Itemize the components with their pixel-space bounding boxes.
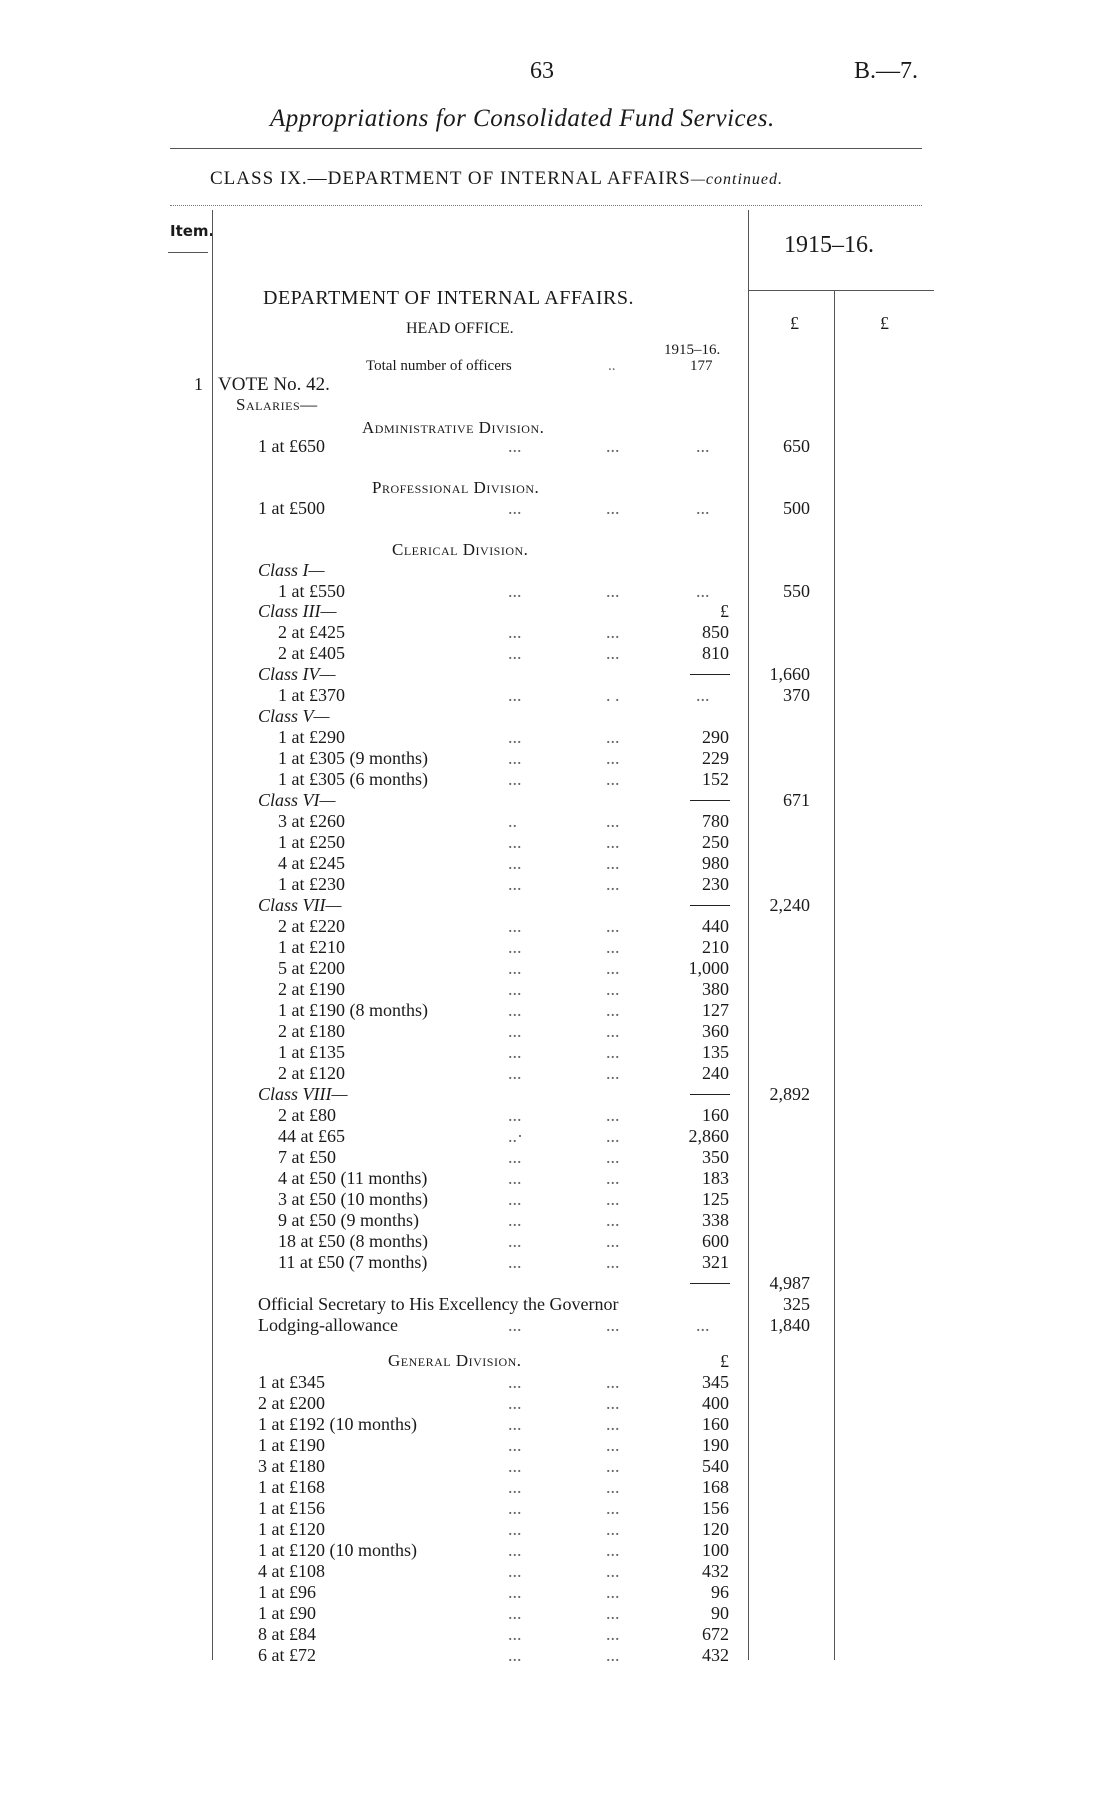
row-amount: 210 (702, 937, 729, 957)
row-label: 3 at £180 (258, 1456, 325, 1476)
row-amount: 432 (702, 1561, 729, 1581)
salary-row: 2 at £425 ... ... 850 (278, 622, 729, 642)
row-label: 1 at £345 (258, 1372, 325, 1392)
row-amount: 360 (702, 1021, 729, 1041)
row-label: 1 at £650 (258, 436, 325, 456)
row-total: 2,240 (769, 895, 810, 915)
item-column-header: Item. (170, 222, 215, 240)
allowance-row: Lodging-allowance ... ... ... 1,840 (258, 1315, 810, 1335)
pound-column-1: £ (790, 313, 799, 333)
year-column-header: 1915–16. (784, 232, 874, 258)
salary-row: 1 at £90 ... ... 90 (258, 1603, 729, 1623)
salary-row: 2 at £220 ... ... 440 (278, 916, 729, 936)
salary-row: 1 at £192 (10 months) ... ... 160 (258, 1414, 729, 1434)
row-total: 671 (783, 790, 810, 810)
row-label: 6 at £72 (258, 1645, 316, 1665)
row-label: 8 at £84 (258, 1624, 316, 1644)
salary-row: 1 at £96 ... ... 96 (258, 1582, 729, 1602)
row-total: 650 (783, 436, 810, 456)
row-label: Class V— (258, 706, 330, 726)
professional-division-heading: Professional Division. (372, 478, 540, 497)
salary-row: 1 at £135 ... ... 135 (278, 1042, 729, 1062)
row-label: 2 at £180 (278, 1021, 345, 1041)
row-label: 1 at £156 (258, 1498, 325, 1518)
row-amount: 400 (702, 1393, 729, 1413)
row-amount: 810 (702, 643, 729, 663)
salary-row: 1 at £550 ... ... ... 550 (278, 581, 810, 601)
class-heading-row (0, 664, 1114, 684)
row-label: 1 at £96 (258, 1582, 316, 1602)
salary-row: 2 at £80 ... ... 160 (278, 1105, 729, 1125)
salary-row: 1 at £210 ... ... 210 (278, 937, 729, 957)
salary-row: 4 at £108 ... ... 432 (258, 1561, 729, 1581)
row-label: 9 at £50 (9 months) (278, 1210, 419, 1230)
row-label: 7 at £50 (278, 1147, 336, 1167)
row-amount: 240 (702, 1063, 729, 1083)
page-title: Appropriations for Consolidated Fund Services. (270, 105, 775, 132)
row-amount: 152 (702, 769, 729, 789)
row-label: 1 at £550 (278, 581, 345, 601)
row-amount: 432 (702, 1645, 729, 1665)
salary-row: 2 at £180 ... ... 360 (278, 1021, 729, 1041)
row-label: 18 at £50 (8 months) (278, 1231, 428, 1251)
year-header-rule (748, 290, 934, 291)
officers-label: Total number of officers (366, 358, 512, 374)
row-label: 2 at £120 (278, 1063, 345, 1083)
salary-row: 2 at £190 ... ... 380 (278, 979, 729, 999)
row-label: 1 at £305 (9 months) (278, 748, 428, 768)
row-label: 11 at £50 (7 months) (278, 1252, 428, 1272)
salary-row: 44 at £65 ..· ... 2,860 (278, 1126, 729, 1146)
class-total-row (0, 1273, 1114, 1293)
officers-dots: .. (608, 358, 616, 374)
row-total: 4,987 (769, 1273, 810, 1293)
row-label: 2 at £190 (278, 979, 345, 999)
row-label: 2 at £200 (258, 1393, 325, 1413)
page-number: 63 (530, 58, 554, 84)
row-amount: 190 (702, 1435, 729, 1455)
row-label: Lodging-allowance (258, 1315, 398, 1335)
row-label: 1 at £90 (258, 1603, 316, 1623)
row-label: 44 at £65 (278, 1126, 345, 1146)
salary-row: 3 at £260 .. ... 780 (278, 811, 729, 831)
row-amount: 600 (702, 1231, 729, 1251)
row-label: 5 at £200 (278, 958, 345, 978)
row-amount: 90 (711, 1603, 729, 1623)
row-total: 1,660 (769, 664, 810, 684)
row-amount: 780 (702, 811, 729, 831)
salary-row: 9 at £50 (9 months) ... ... 338 (278, 1210, 729, 1230)
row-label: 1 at £135 (278, 1042, 345, 1062)
salary-row: 4 at £245 ... ... 980 (278, 853, 729, 873)
clerical-division-heading: Clerical Division. (392, 540, 529, 559)
row-label: Class VI— (258, 790, 336, 810)
row-amount: 229 (702, 748, 729, 768)
row-amount: 540 (702, 1456, 729, 1476)
row-label: 3 at £50 (10 months) (278, 1189, 428, 1209)
row-label: 1 at £120 (10 months) (258, 1540, 417, 1560)
row-label: 3 at £260 (278, 811, 345, 831)
row-label: 2 at £425 (278, 622, 345, 642)
row-label: 1 at £500 (258, 498, 325, 518)
salary-row: 1 at £290 ... ... 290 (278, 727, 729, 747)
salary-row: 1 at £370 ... . . ... 370 (278, 685, 810, 705)
row-label: Class VIII— (258, 1084, 348, 1104)
salary-row: 1 at £190 ... ... 190 (258, 1435, 729, 1455)
row-amount: 250 (702, 832, 729, 852)
row-amount: 980 (702, 853, 729, 873)
row-amount: 96 (711, 1582, 729, 1602)
general-division-heading: General Division. (388, 1351, 522, 1370)
row-label: 1 at £370 (278, 685, 345, 705)
title-rule (170, 148, 922, 149)
row-label: Official Secretary to His Excellency the Governor (258, 1294, 619, 1314)
salary-row: 2 at £200 ... ... 400 (258, 1393, 729, 1413)
department-title: DEPARTMENT OF INTERNAL AFFAIRS. (263, 287, 635, 309)
row-label: 1 at £168 (258, 1477, 325, 1497)
row-label: 4 at £108 (258, 1561, 325, 1581)
vote-number: VOTE No. 42. (218, 374, 330, 395)
salary-row: 5 at £200 ... ... 1,000 (278, 958, 729, 978)
row-amount: £ (720, 601, 729, 621)
row-amount: 160 (702, 1105, 729, 1125)
row-label: 1 at £192 (10 months) (258, 1414, 417, 1434)
salary-row: 1 at £190 (8 months) ... ... 127 (278, 1000, 729, 1020)
salary-row: 1 at £120 ... ... 120 (258, 1519, 729, 1539)
row-amount: 350 (702, 1147, 729, 1167)
row-amount: 440 (702, 916, 729, 936)
row-label: Class VII— (258, 895, 342, 915)
item-number: 1 (194, 374, 203, 394)
salary-row: 18 at £50 (8 months) ... ... 600 (278, 1231, 729, 1251)
row-amount: 850 (702, 622, 729, 642)
row-amount: 321 (702, 1252, 729, 1272)
salary-row: 1 at £305 (9 months) ... ... 229 (278, 748, 729, 768)
row-amount: 156 (702, 1498, 729, 1518)
salary-row: 2 at £405 ... ... 810 (278, 643, 729, 663)
row-label: Class IV— (258, 664, 336, 684)
salary-row: 1 at £345 ... ... 345 (258, 1372, 729, 1392)
row-total: 325 (783, 1294, 810, 1314)
row-amount: 2,860 (688, 1126, 729, 1146)
class-rule (170, 205, 922, 206)
row-label: 1 at £210 (278, 937, 345, 957)
salary-row: 7 at £50 ... ... 350 (278, 1147, 729, 1167)
row-label: 4 at £245 (278, 853, 345, 873)
salary-row: 1 at £500 ... ... ... 500 (258, 498, 810, 518)
officers-count: 177 (690, 358, 713, 374)
salary-row: 1 at £250 ... ... 250 (278, 832, 729, 852)
row-amount: 1,000 (688, 958, 729, 978)
row-total: 370 (783, 685, 810, 705)
salaries-heading: Salaries— (236, 395, 318, 414)
salary-row: 1 at £156 ... ... 156 (258, 1498, 729, 1518)
row-label: 2 at £405 (278, 643, 345, 663)
row-total: 550 (783, 581, 810, 601)
row-label: 2 at £80 (278, 1105, 336, 1125)
salary-row: 4 at £50 (11 months) ... ... 183 (278, 1168, 729, 1188)
class-heading-text: CLASS IX.—DEPARTMENT OF INTERNAL AFFAIRS (210, 168, 691, 189)
row-amount: 160 (702, 1414, 729, 1434)
row-amount: 338 (702, 1210, 729, 1230)
pound-column-2: £ (880, 313, 889, 333)
row-amount: 672 (702, 1624, 729, 1644)
head-office-heading: HEAD OFFICE. (406, 320, 514, 337)
row-amount: 345 (702, 1372, 729, 1392)
class-heading (210, 168, 783, 190)
salary-row: 11 at £50 (7 months) ... ... 321 (278, 1252, 729, 1272)
officers-year: 1915–16. (664, 342, 721, 358)
class-heading-row (0, 706, 1114, 726)
row-total: 2,892 (769, 1084, 810, 1104)
salary-row: 6 at £72 ... ... 432 (258, 1645, 729, 1665)
salary-row: 1 at £230 ... ... 230 (278, 874, 729, 894)
salary-row: 3 at £50 (10 months) ... ... 125 (278, 1189, 729, 1209)
row-label: 2 at £220 (278, 916, 345, 936)
row-amount: 120 (702, 1519, 729, 1539)
row-amount: 127 (702, 1000, 729, 1020)
class-heading-suffix: —continued. (690, 171, 784, 188)
row-label: 1 at £190 (258, 1435, 325, 1455)
document-reference: B.—7. (854, 58, 919, 84)
salary-row: 1 at £168 ... ... 168 (258, 1477, 729, 1497)
allowance-row (0, 1294, 1114, 1314)
row-label: Class III— (258, 601, 337, 621)
row-label: 4 at £50 (11 months) (278, 1168, 428, 1188)
row-label: 1 at £290 (278, 727, 345, 747)
salary-row: 1 at £305 (6 months) ... ... 152 (278, 769, 729, 789)
row-amount: 125 (702, 1189, 729, 1209)
class-heading-row (0, 895, 1114, 915)
class-heading-row (0, 601, 1114, 621)
salary-row: 3 at £180 ... ... 540 (258, 1456, 729, 1476)
row-amount: 183 (702, 1168, 729, 1188)
row-amount: 135 (702, 1042, 729, 1062)
row-label: 1 at £190 (8 months) (278, 1000, 428, 1020)
row-amount: 230 (702, 874, 729, 894)
row-amount: 380 (702, 979, 729, 999)
salary-row: 1 at £120 (10 months) ... ... 100 (258, 1540, 729, 1560)
row-label: 1 at £120 (258, 1519, 325, 1539)
class-heading-row (0, 560, 1114, 580)
salary-row: 8 at £84 ... ... 672 (258, 1624, 729, 1644)
class-heading-row (0, 1084, 1114, 1104)
administrative-division-heading: Administrative Division. (362, 418, 545, 437)
salary-row: 2 at £120 ... ... 240 (278, 1063, 729, 1083)
row-label: Class I— (258, 560, 325, 580)
row-amount: 168 (702, 1477, 729, 1497)
row-amount: 290 (702, 727, 729, 747)
row-label: 1 at £305 (6 months) (278, 769, 428, 789)
row-amount: £ (720, 1351, 729, 1371)
pound-marker-row (0, 1351, 1114, 1371)
row-total: 500 (783, 498, 810, 518)
row-label: 1 at £230 (278, 874, 345, 894)
salary-row: 1 at £650 ... ... ... 650 (258, 436, 810, 456)
row-total: 1,840 (769, 1315, 810, 1335)
row-label: 1 at £250 (278, 832, 345, 852)
class-heading-row (0, 790, 1114, 810)
item-header-rule (168, 252, 208, 253)
row-amount: 100 (702, 1540, 729, 1560)
